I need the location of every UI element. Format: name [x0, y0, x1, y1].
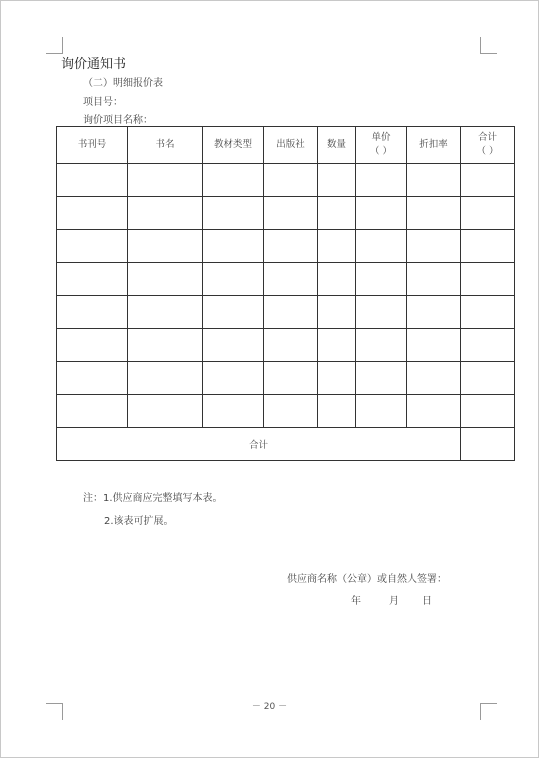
table-cell	[318, 230, 356, 263]
table-cell	[407, 362, 461, 395]
table-cell	[57, 362, 128, 395]
table-cell	[461, 362, 515, 395]
table-row	[57, 362, 515, 395]
table-row	[57, 197, 515, 230]
table-cell	[318, 395, 356, 428]
page-number: － 20 －	[251, 702, 288, 712]
header-publisher: 出版社	[264, 127, 318, 164]
table-cell	[407, 230, 461, 263]
table-cell	[461, 395, 515, 428]
table-row	[57, 296, 515, 329]
total-label: 合计	[57, 428, 461, 461]
table-cell	[128, 329, 203, 362]
table-cell	[57, 329, 128, 362]
table-cell	[128, 263, 203, 296]
table-cell	[264, 164, 318, 197]
table-cell	[461, 296, 515, 329]
table-cell	[264, 395, 318, 428]
quotation-detail-table	[56, 126, 515, 461]
table-cell	[264, 296, 318, 329]
table-cell	[461, 164, 515, 197]
table-cell	[57, 296, 128, 329]
project-name-label: 询价项目名称：	[83, 115, 153, 126]
table-cell	[461, 329, 515, 362]
header-quantity: 数量	[318, 127, 356, 164]
total-row	[57, 428, 515, 461]
table-cell	[203, 197, 264, 230]
date-year-label: 年	[351, 596, 361, 607]
table-cell	[356, 329, 407, 362]
table-cell	[128, 296, 203, 329]
total-value-cell	[461, 428, 515, 461]
table-row	[57, 230, 515, 263]
table-cell	[57, 164, 128, 197]
table-cell	[57, 263, 128, 296]
table-cell	[128, 362, 203, 395]
table-cell	[356, 164, 407, 197]
table-cell	[356, 230, 407, 263]
table-cell	[318, 296, 356, 329]
table-cell	[203, 362, 264, 395]
table-cell	[203, 395, 264, 428]
note-2: 2.该表可扩展。	[104, 516, 174, 527]
table-cell	[57, 395, 128, 428]
table-cell	[356, 362, 407, 395]
table-cell	[461, 230, 515, 263]
table-cell	[264, 362, 318, 395]
table-header-row	[57, 127, 515, 164]
table-cell	[264, 263, 318, 296]
table-cell	[407, 164, 461, 197]
table-cell	[407, 197, 461, 230]
table-cell	[57, 197, 128, 230]
table-cell	[128, 395, 203, 428]
header-unit-price: 单价 （ ）	[356, 127, 407, 164]
table-cell	[264, 329, 318, 362]
table-cell	[356, 395, 407, 428]
date-month-label: 月	[389, 596, 399, 607]
table-cell	[318, 329, 356, 362]
table-cell	[264, 197, 318, 230]
table-cell	[461, 263, 515, 296]
table-cell	[203, 329, 264, 362]
table-cell	[203, 164, 264, 197]
table-row	[57, 164, 515, 197]
section-heading: （二）明细报价表	[83, 78, 163, 89]
table-cell	[461, 197, 515, 230]
supplier-signature-label: 供应商名称（公章）或自然人签署：	[287, 574, 447, 585]
header-book-title: 书名	[128, 127, 203, 164]
crop-mark-top-left	[46, 37, 63, 54]
table-cell	[407, 263, 461, 296]
table-cell	[356, 263, 407, 296]
table-cell	[407, 296, 461, 329]
table-cell	[318, 164, 356, 197]
note-1: 注：1.供应商应完整填写本表。	[83, 493, 223, 504]
header-book-number: 书刊号	[57, 127, 128, 164]
table-cell	[356, 197, 407, 230]
table-row	[57, 395, 515, 428]
table-cell	[318, 197, 356, 230]
table-cell	[356, 296, 407, 329]
project-number-label: 项目号：	[83, 97, 123, 108]
header-discount-rate: 折扣率	[407, 127, 461, 164]
document-title: 询价通知书	[61, 57, 127, 72]
header-total: 合计 （ ）	[461, 127, 515, 164]
crop-mark-top-right	[480, 37, 497, 54]
table-cell	[128, 197, 203, 230]
table-cell	[318, 362, 356, 395]
table-row	[57, 263, 515, 296]
table-cell	[203, 263, 264, 296]
table-row	[57, 329, 515, 362]
table-cell	[264, 230, 318, 263]
table-cell	[318, 263, 356, 296]
table-cell	[57, 230, 128, 263]
table-cell	[203, 296, 264, 329]
table-cell	[407, 329, 461, 362]
date-day-label: 日	[422, 596, 432, 607]
table-cell	[203, 230, 264, 263]
header-textbook-type: 教材类型	[203, 127, 264, 164]
table-cell	[128, 164, 203, 197]
table-cell	[128, 230, 203, 263]
table-cell	[407, 395, 461, 428]
